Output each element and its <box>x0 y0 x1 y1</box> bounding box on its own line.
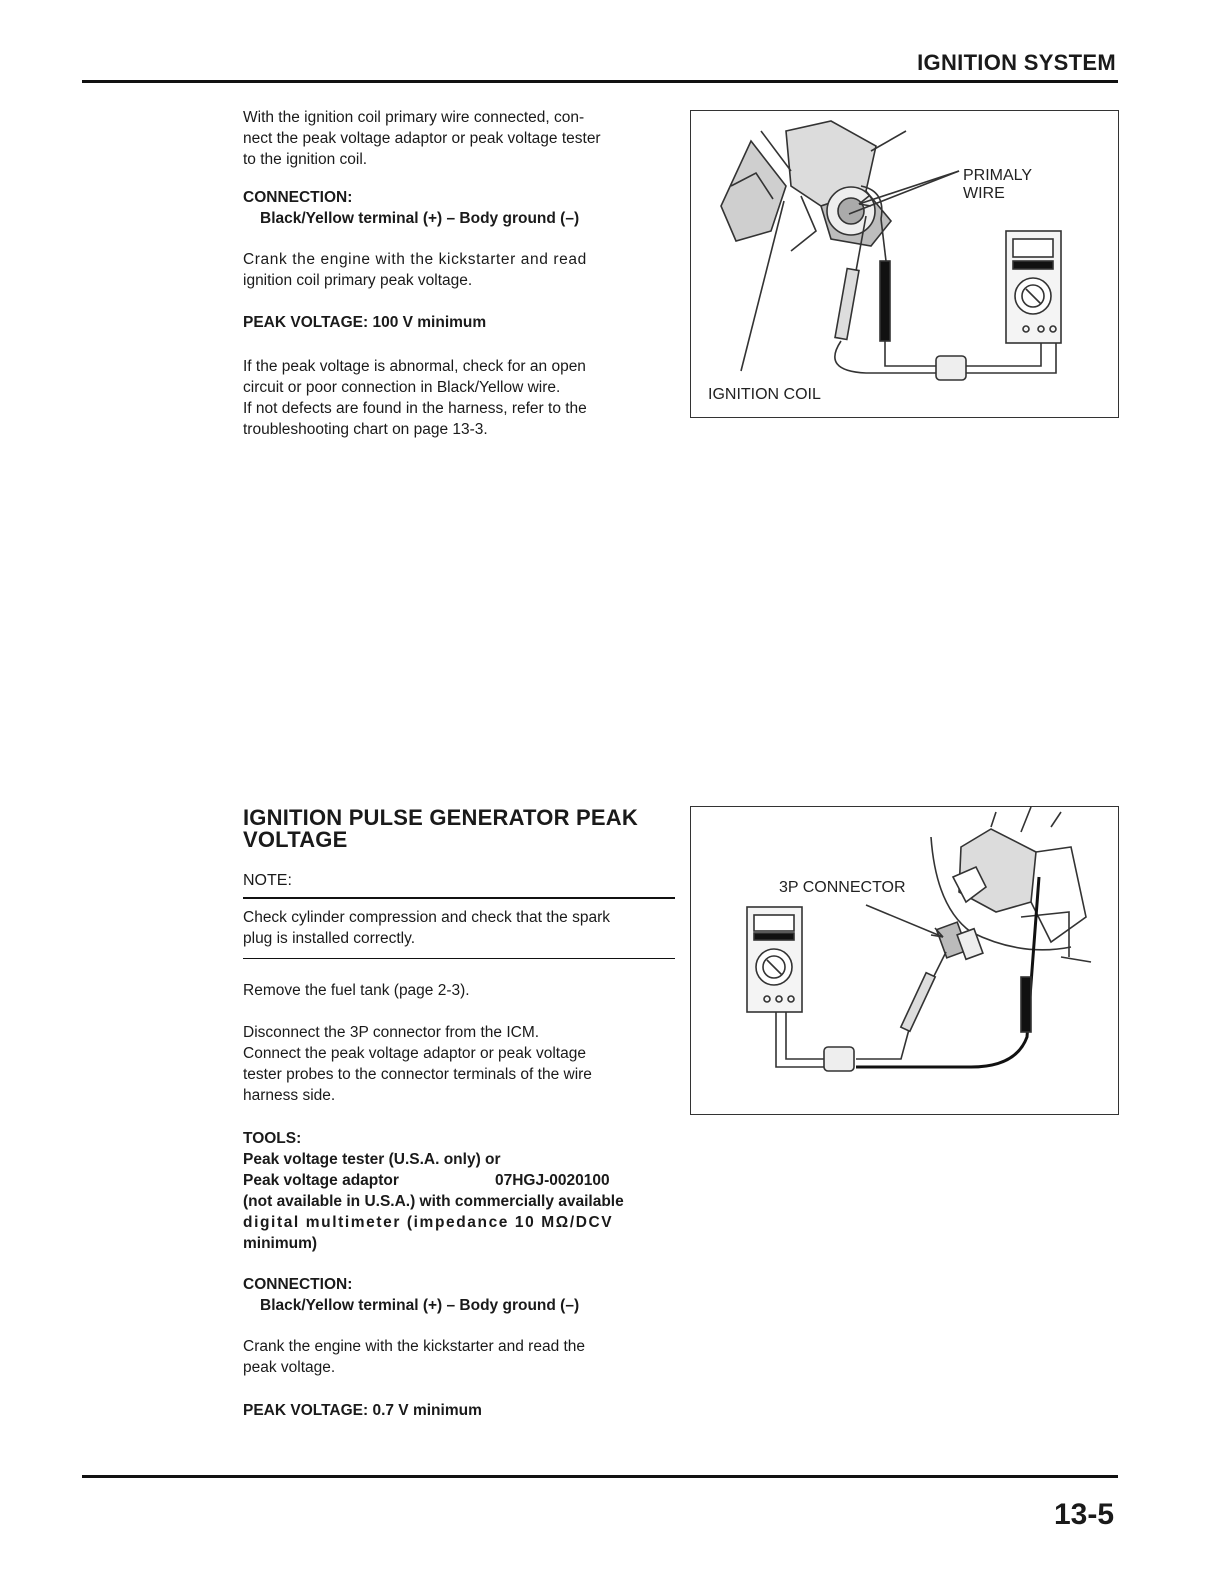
tools-part-number: 07HGJ-0020100 <box>495 1172 610 1189</box>
disconnect-line: Disconnect the 3P connector from the ICM. <box>243 1024 540 1041</box>
pulse-generator-illustration <box>691 807 1118 1114</box>
note-line: Check cylinder compression and check that the spark <box>243 908 611 926</box>
part1-text <box>243 107 677 440</box>
peak-voltage-spec: PEAK VOLTAGE: 100 V minimum <box>243 314 487 331</box>
note-label: NOTE: <box>243 872 292 889</box>
tools-line: (not available in U.S.A.) with commercially available <box>243 1193 624 1210</box>
connection-label: CONNECTION: <box>243 189 353 206</box>
connection-label: CONNECTION: <box>243 1276 353 1293</box>
tools-line: digital multimeter (impedance 10 MΩ/DCV <box>243 1214 614 1231</box>
label-primary-wire-line2: WIRE <box>963 185 1005 202</box>
intro-line: to the ignition coil. <box>243 151 368 168</box>
peak-voltage-spec: PEAK VOLTAGE: 0.7 V minimum <box>243 1402 482 1419</box>
page-number: 13-5 <box>1053 1498 1114 1531</box>
tools-line: minimum) <box>243 1235 318 1252</box>
abnormal-line: If not defects are found in the harness, refer to the <box>243 400 587 417</box>
tools-label: TOOLS: <box>243 1130 302 1147</box>
intro-line: nect the peak voltage adaptor or peak voltage tester <box>243 130 601 147</box>
header-rule <box>82 80 1118 83</box>
crank-line: Crank the engine with the kickstarter and read <box>243 251 587 268</box>
label-3p-connector: 3P CONNECTOR <box>779 879 906 896</box>
label-primary-wire-line1: PRIMALY <box>963 167 1033 184</box>
remove-fuel-tank: Remove the fuel tank (page 2-3). <box>243 982 470 999</box>
note-bottom-rule <box>243 958 675 960</box>
tools-line: Peak voltage tester (U.S.A. only) or <box>243 1151 501 1168</box>
section-heading: VOLTAGE <box>243 827 348 852</box>
figure-pulse-generator-test <box>690 806 1119 1115</box>
abnormal-line: circuit or poor connection in Black/Yellow wire. <box>243 379 561 396</box>
tools-adaptor-row <box>243 1170 677 1191</box>
crank-line: ignition coil primary peak voltage. <box>243 272 473 289</box>
disconnect-line: Connect the peak voltage adaptor or peak voltage <box>243 1045 586 1062</box>
ignition-coil-illustration <box>691 111 1118 417</box>
disconnect-line: harness side. <box>243 1087 336 1104</box>
section-heading: IGNITION PULSE GENERATOR PEAK <box>243 805 638 830</box>
label-ignition-coil: IGNITION COIL <box>708 386 821 403</box>
connection-value: Black/Yellow terminal (+) – Body ground (–) <box>260 1297 580 1314</box>
crank-line: Crank the engine with the kickstarter and read the <box>243 1338 586 1355</box>
abnormal-line: troubleshooting chart on page 13-3. <box>243 421 488 438</box>
intro-line: With the ignition coil primary wire connected, con- <box>243 109 585 126</box>
tools-adaptor: Peak voltage adaptor <box>243 1172 399 1189</box>
disconnect-line: tester probes to the connector terminals of the wire <box>243 1066 592 1083</box>
footer-rule <box>82 1475 1118 1478</box>
abnormal-line: If the peak voltage is abnormal, check for an open <box>243 358 586 375</box>
crank-line: peak voltage. <box>243 1359 336 1376</box>
part2-text <box>243 807 677 1421</box>
figure-ignition-coil-test <box>690 110 1119 418</box>
section-title: IGNITION SYSTEM <box>917 50 1116 75</box>
note-top-rule <box>243 897 675 899</box>
note-line: plug is installed correctly. <box>243 929 416 947</box>
connection-value: Black/Yellow terminal (+) – Body ground (–) <box>260 210 580 227</box>
